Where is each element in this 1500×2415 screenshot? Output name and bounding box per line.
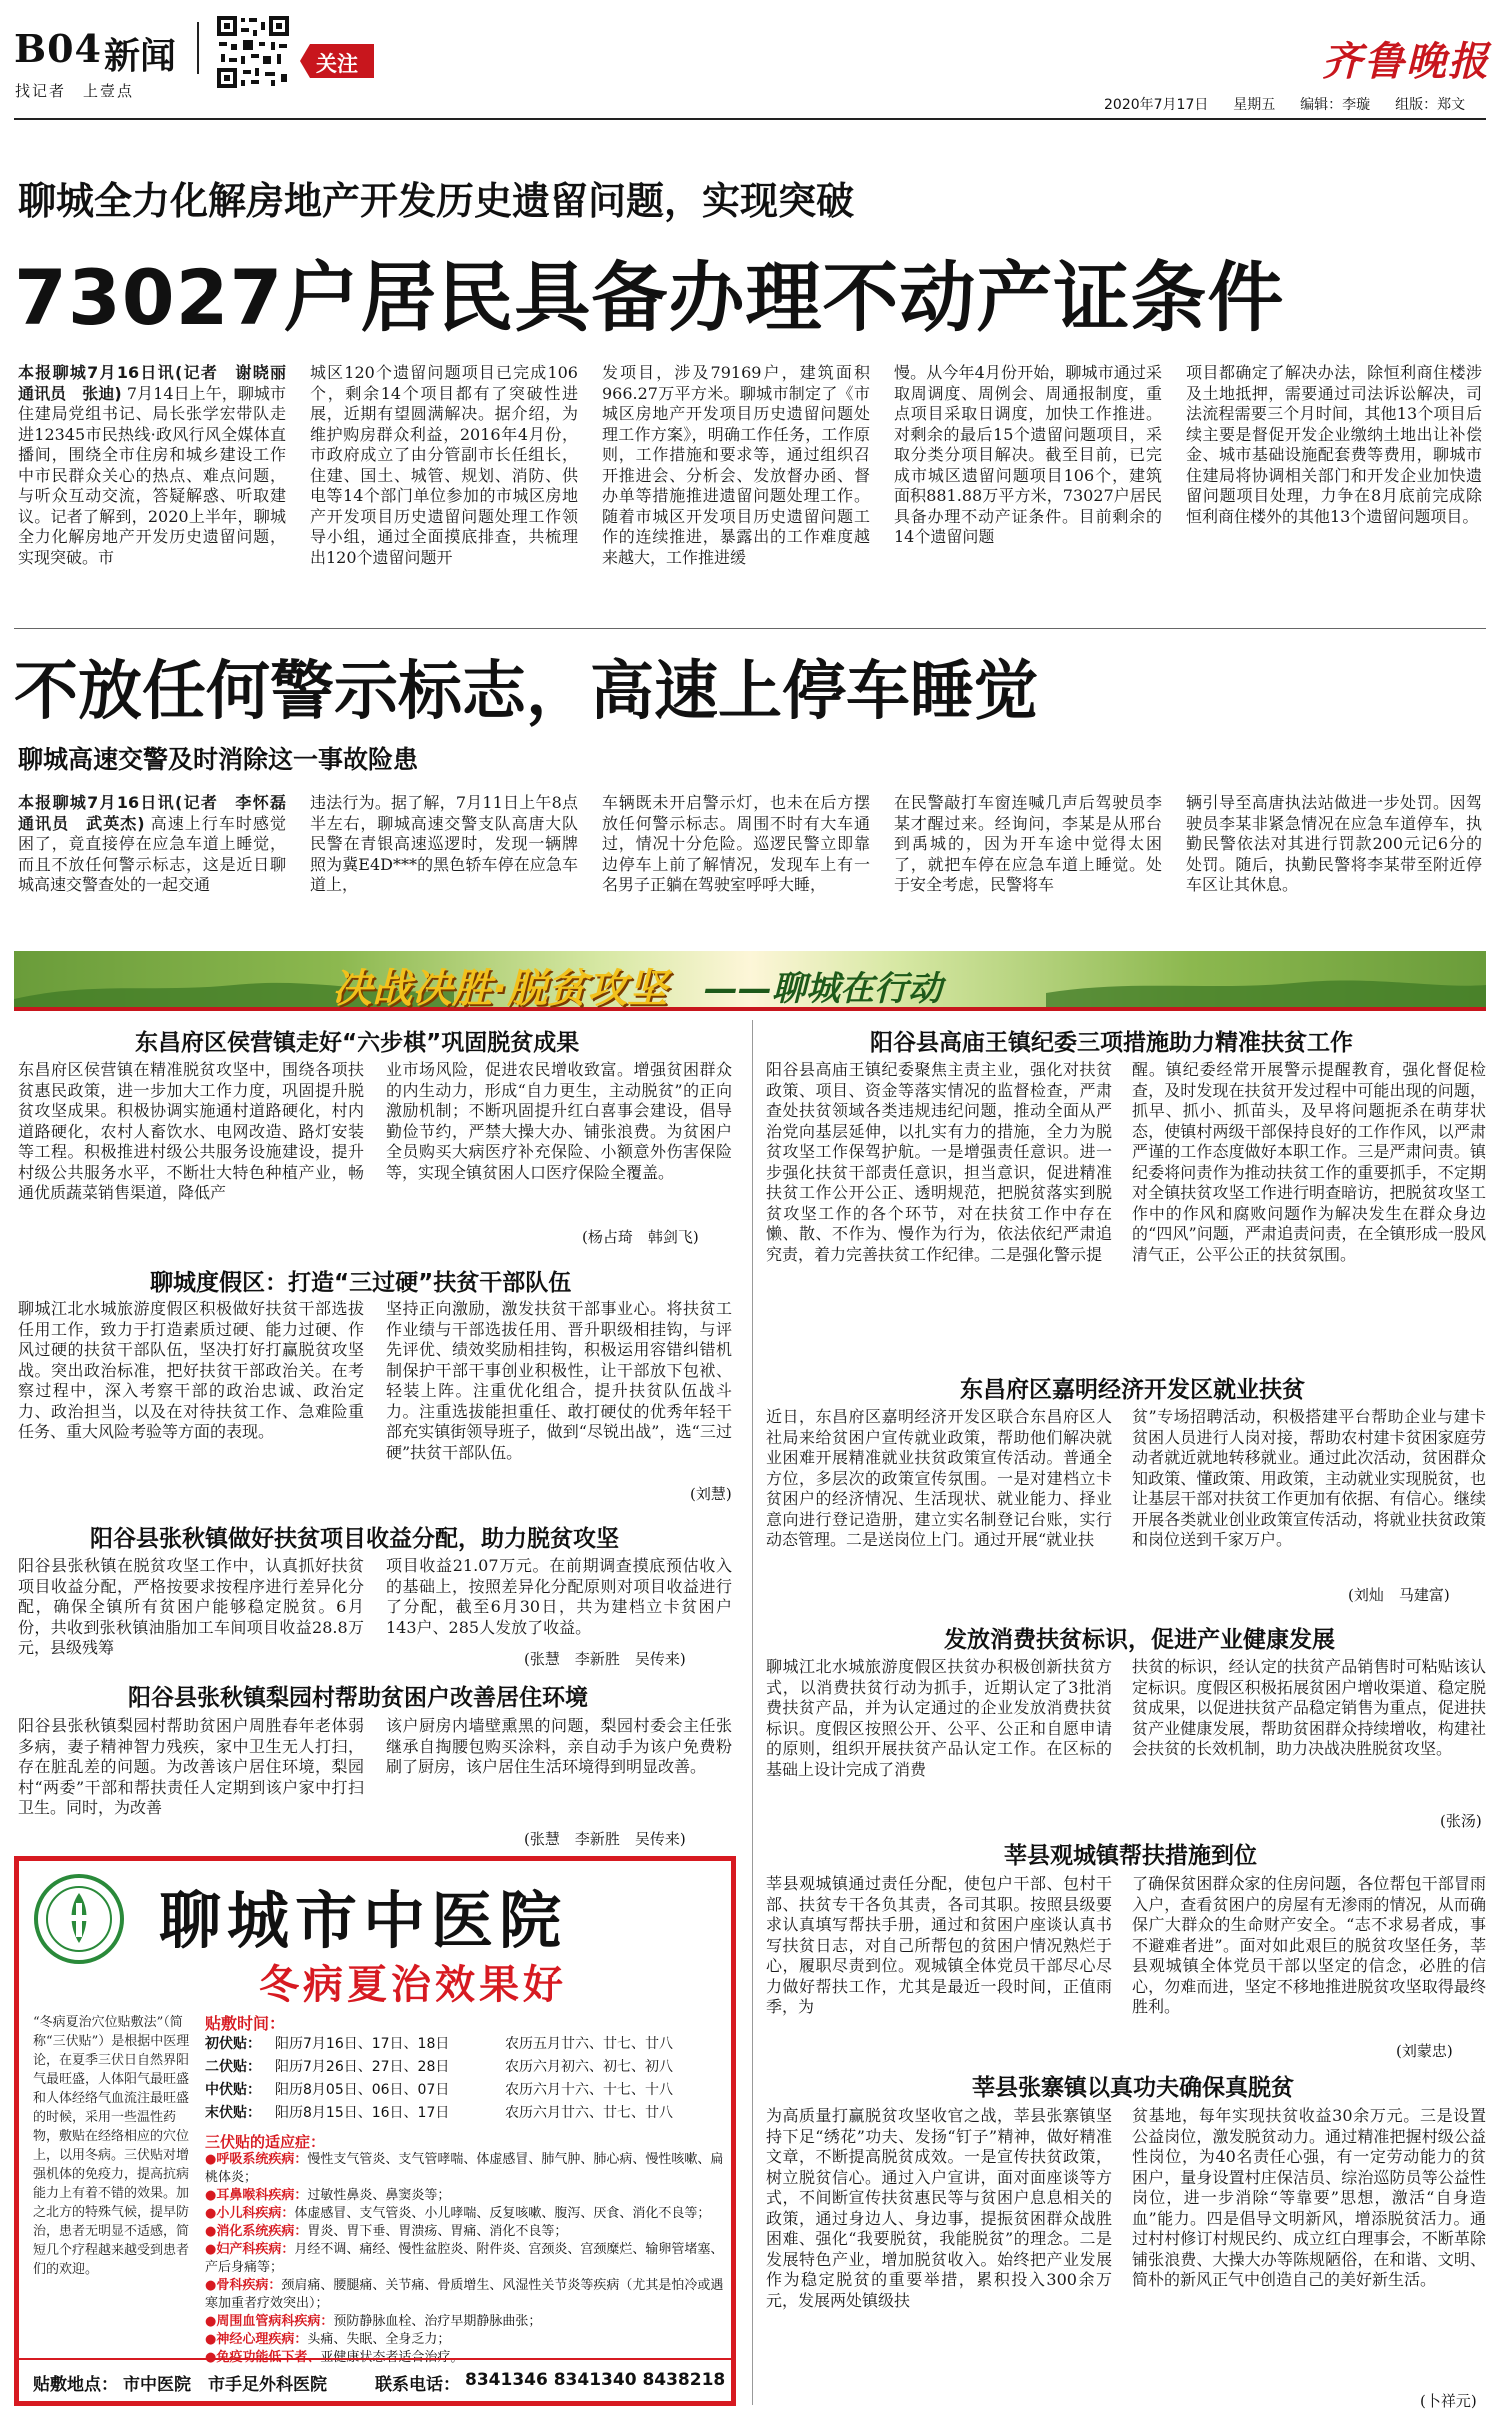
follow-badge[interactable]	[300, 44, 374, 78]
disease-list: 头痛、失眠、全身乏力；	[307, 2332, 451, 2347]
disease-list: 体虚感冒、支气管炎、小儿哮喘、反复咳嗽、腹泻、厌食、消化不良等；	[294, 2206, 711, 2221]
story1-col-2: 城区120个遗留问题项目已完成106个，剩余14个项目都有了突破性进展，近期有望圆满解决。据介绍，为维护购房群众利益，2016年4月份，市政府成立了由分管副市长任组长，住建、国土、城管、规划、消防、供电等14个部门单位参加的市城区房地产开发项目历史遗留问题处理工作领导小组，通过全面摸底排查，共梳理出120个遗留问题开	[310, 363, 578, 567]
schedule-lunar: 农历六月初六、初七、初八	[505, 2059, 673, 2075]
issue-weekday: 星期五	[1233, 97, 1276, 113]
disease-list: 月经不调、痛经、慢性盆腔炎、附件炎、宫颈炎、宫颈糜烂、输卵管堵塞、产后身痛等；	[205, 2242, 724, 2275]
story1-col-4: 慢。从今年4月份开始，聊城市通过采取周调度、周例会、周通报制度，重点项目采取日调度，加快工作推进。对剩余的最后15个遗留问题项目，采取分类分项目解决。截至目前，已完成市城区遗留问题项目106个，建筑面积881.88万平方米，73027户居民具备办理不动产证条件。目前剩余的14个遗留问题	[894, 363, 1162, 546]
left-article-1-credit: (杨占琦 韩剑飞)	[582, 1228, 699, 1246]
story1-headline: 73027户居民具备办理不动产证条件	[14, 253, 1285, 342]
banner-subtitle: ——聊城在行动	[704, 969, 942, 1009]
disease-list: 过敏性鼻炎、鼻窦炎等；	[307, 2188, 451, 2203]
schedule-lunar: 农历六月十六、十七、十八	[505, 2082, 673, 2098]
story2-col-2: 违法行为。据了解，7月11日上午8点半左右，聊城高速交警支队高唐大队民警在青银高速巡逻时，发现一辆牌照为冀E4D***的黑色轿车停在应急车道上，	[310, 793, 578, 894]
story2-lead: 本报聊城7月16日讯(记者 李怀磊 通讯员 武英杰)	[18, 793, 303, 833]
masthead-rule	[14, 118, 1486, 120]
schedule-row	[205, 2079, 723, 2102]
right-article-3-credit: (张汤)	[1440, 1812, 1482, 1830]
hospital-name: 聊城市中医院	[159, 1884, 568, 1957]
story2-headline: 不放任何警示标志，高速上停车睡觉	[14, 655, 1038, 729]
left-article-2-col-2: 坚持正向激励，激发扶贫干部事业心。将扶贫工作业绩与干部选拔任用、晋升职级相挂钩，与评先评优、绩效奖励相挂钩，积极运用容错纠错机制保护干部干事创业积极性，让干部放下包袱、轻装上阵。注重优化组合，提升扶贫队伍战斗力。注重选拔能担重任、敢打硬仗的优秀年轻干部充实镇街领导班子，做到“尽锐出战”，选“三过硬”扶贫干部队伍。	[386, 1299, 732, 1462]
follow-label: 关注	[316, 52, 358, 76]
center-divider	[752, 1020, 753, 2405]
schedule-solar: 阳历8月15日、16日、17日	[275, 2105, 450, 2121]
schedule-label: 初伏贴：	[205, 2036, 261, 2052]
disease-row	[205, 2313, 725, 2331]
story2-col-3: 车辆既未开启警示灯，也未在后方摆放任何警示标志。周围不时有大车通过，情况十分危险。巡逻民警立即靠边停车上前了解情况，发现车上有一名男子正躺在驾驶室呼呼大睡，	[602, 793, 870, 894]
story1-kicker: 聊城全力化解房地产开发历史遗留问题，实现突破	[18, 179, 855, 223]
schedule-solar: 阳历7月16日、17日、18日	[275, 2036, 450, 2052]
qr-code-icon	[215, 14, 291, 90]
address-value: 市中医院 市手足外科医院	[123, 2375, 327, 2395]
left-article-2-col-1: 聊城江北水城旅游度假区积极做好扶贫干部选拔任用工作，致力于打造素质过硬、能力过硬、作风过硬的扶贫干部队伍，坚决打好打赢脱贫攻坚战。突出政治标准，把好扶贫干部政治关。在考察过程中，深入考察干部的政治忠诚、政治定力、政治担当，以及在对待扶贫工作、急难险重任务、重大风险考验等方面的表现。	[18, 1299, 364, 1441]
issue-editor: 编辑：李璇	[1300, 97, 1371, 113]
right-article-5-title: 莘县张寨镇以真功夫确保真脱贫	[972, 2075, 1294, 2101]
right-article-3-title: 发放消费扶贫标识，促进产业健康发展	[944, 1627, 1335, 1653]
story1-bottom-rule	[14, 628, 1486, 629]
right-article-1-col-1: 阳谷县高庙王镇纪委聚焦主责主业，强化对扶贫政策、项目、资金等落实情况的监督检查，严肃查处扶贫领域各类违规违纪问题，推动全面从严治党向基层延伸，以扎实有力的措施，全力为脱贫攻坚工作保驾护航。一是增强责任意识。进一步强化扶贫干部责任意识，担当意识，促进精准扶贫工作公开公正、透明规范，把脱贫落实到脱贫攻坚工作的各个环节，对在扶贫工作中存在懒、散、不作为、慢作为行为，依法依纪严肃追究责，着力完善扶贫工作纪律。二是强化警示提	[766, 1060, 1112, 1264]
right-article-5-col-2: 贫基地，每年实现扶贫收益30余万元。三是设置公益岗位，激发脱贫动力。通过精准把握村级公益性岗位，为40名责任心强，有一定劳动能力的贫困户，量身设置村庄保洁员、综治巡防员等公益性岗位，进一步消除“等靠要”思想，激活“自身造血”能力。四是倡导文明新风，增添脱贫活力。通过村村修订村规民约、成立红白理事会，不断革除铺张浪费、大操大办等陈规陋俗，在和谐、文明、简朴的新风正气中创造自己的美好新生活。	[1132, 2106, 1486, 2289]
disease-list: 预防静脉血栓、治疗早期静脉曲张；	[333, 2314, 542, 2329]
left-article-4-title: 阳谷县张秋镇梨园村帮助贫困户改善居住环境	[128, 1685, 588, 1711]
disease-category: ●免疫功能低下者、	[205, 2350, 321, 2365]
disease-row	[205, 2205, 725, 2223]
disease-row	[205, 2223, 725, 2241]
story2-text-1: 高速上行车时感觉困了，竟直接停在应急车道上睡觉，而且不放任何警示标志，这是近日聊城高速交警查处的一起交通	[18, 813, 286, 894]
disease-list: 慢性支气管炎、支气管哮喘、体虚感冒、肺气肿、肺心病、慢性咳嗽、扁桃体炎；	[205, 2152, 724, 2185]
disease-category: ●骨科疾病：	[205, 2278, 282, 2293]
left-article-2-title: 聊城度假区：打造“三过硬”扶贫干部队伍	[150, 1270, 572, 1296]
schedule-label: 末伏贴：	[205, 2105, 261, 2121]
disease-row	[205, 2241, 725, 2277]
story1-col-5: 项目都确定了解决办法，除恒利商住楼涉及土地抵押，需要通过司法诉讼解决，司法流程需要三个月时间，其他13个项目后续主要是督促开发企业缴纳土地出让补偿金、城市基础设施配套费等费用，聊城市住建局将协调相关部门和开发企业加快遗留问题项目处理，力争在8月底前完成除恒利商住楼外的其他13个遗留问题项目。	[1186, 363, 1482, 526]
schedule-solar: 阳历8月05日、06日、07日	[275, 2082, 450, 2098]
left-article-4-col-1: 阳谷县张秋镇梨园村帮助贫困户周胜春年老体弱多病，妻子精神智力残疾，家中卫生无人打扫，存在脏乱差的问题。为改善该户居住环境，梨园村“两委”干部和帮扶责任人定期到该户家中打扫卫生。同时，为改善	[18, 1716, 364, 1817]
address-label: 贴敷地点：	[33, 2375, 118, 2395]
story2-col-5: 辆引导至高唐执法站做进一步处罚。因驾驶员李某非紧急情况在应急车道停车，执勤民警依法对其进行罚款200元记6分的处罚。随后，执勤民警将李某带至附近停车区让其休息。	[1186, 793, 1482, 894]
phone-value: 8341346 8341340 8438218	[465, 2370, 726, 2390]
story1-lead: 本报聊城7月16日讯(记者 谢晓丽 通讯员 张迪)	[18, 363, 303, 403]
disease-row	[205, 2331, 725, 2349]
right-article-3-col-1: 聊城江北水城旅游度假区扶贫办积极创新扶贫方式，以消费扶贫行动为抓手，近期认定了3批消费扶贫产品，并为认定通过的企业发放消费扶贫标识。度假区按照公开、公平、公正和自愿申请的原则，组织开展扶贫产品认定工作。在区标的基础上设计完成了消费	[766, 1657, 1112, 1779]
ad-footer	[19, 2358, 731, 2400]
right-article-2-col-1: 近日，东昌府区嘉明经济开发区联合东昌府区人社局来给贫困户宣传就业政策，帮助他们解决就业困难开展精准就业扶贫政策宣传活动。普通全方位，多层次的政策宣传氛围。一是对建档立卡贫困户的经济情况、生活现状、就业能力、择业意向进行登记造册，建立实名制登记台账，实行动态管理。二是送岗位上门。通过开展“就业扶	[766, 1407, 1112, 1549]
left-article-4-credit: (张慧 李新胜 吴传来)	[524, 1830, 686, 1848]
ad-intro: “冬病夏治穴位贴敷法”（简称“三伏贴”）是根据中医理论，在夏季三伏日自然界阳气最旺盛，人体阳气最旺盛和人体经络气血流注最旺盛的时候，采用一些温性药物，敷贴在经络相应的穴位上，以用冬病。三伏贴对增强机体的免疫力，提高抗病能力上有着不错的效果。加之北方的特殊气候，提早防治，患者无明显不适感，简短几个疗程越来越受到患者们的欢迎。	[33, 2015, 190, 2277]
story2-subhead: 聊城高速交警及时消除这一事故险患	[18, 745, 419, 774]
left-article-1-col-2: 业市场风险，促进农民增收致富。增强贫困群众的内生动力，形成“自力更生，主动脱贫”的正向激励机制；不断巩固提升红白喜事会建设，倡导勤俭节约，严禁大操大办、铺张浪费。为贫困户全员购买大病医疗补充保险、小额意外伤害保险等，实现全镇贫困人口医疗保险全覆盖。	[386, 1060, 732, 1182]
ad-diseases	[205, 2131, 725, 2367]
left-article-3-credit: (张慧 李新胜 吴传来)	[524, 1650, 686, 1668]
schedule-label: 中伏贴：	[205, 2082, 261, 2098]
right-article-5-credit: (卜祥元)	[1420, 2392, 1477, 2410]
right-article-2-title: 东昌府区嘉明经济开发区就业扶贫	[960, 1377, 1305, 1403]
story1-col-1	[18, 363, 303, 613]
disease-category: ●耳鼻喉科疾病：	[205, 2188, 308, 2203]
right-article-5-col-1: 为高质量打赢脱贫攻坚收官之战，莘县张寨镇坚持下足“绣花”功夫、发扬“钉子”精神，做好精准文章，不断提高脱贫成效。一是宣传扶贫政策，树立脱贫信心。通过入户宣讲，面对面座谈等方式，不间断宣传扶贫惠民等与贫困户息息相关的政策，通过身边人、身边事，提振贫困群众战胜困难、强化“我要脱贫，我能脱贫”的理念。二是发展特色产业，增加脱贫收入。始终把产业发展作为稳定脱贫的重要举措，累积投入300余万元，发展两处镇级扶	[766, 2106, 1112, 2310]
diseases-title: 三伏贴的适应症：	[205, 2133, 326, 2151]
schedule-solar: 阳历7月26日、27日、28日	[275, 2059, 450, 2075]
ad-schedule	[205, 2011, 723, 2125]
schedule-label: 二伏贴：	[205, 2059, 261, 2075]
right-article-2-col-2: 贫”专场招聘活动，积极搭建平台帮助企业与建卡贫困人员进行人岗对接，帮助农村建卡贫困家庭劳动者就近就地转移就业。通过此次活动，贫困群众知政策、懂政策、用政策，主动就业实现脱贫，也让基层干部对扶贫工作更加有依据、有信心。继续开展各类就业创业政策宣传活动，将就业扶贫政策和岗位送到千家万户。	[1132, 1407, 1486, 1549]
schedule-row	[205, 2033, 723, 2056]
masthead	[0, 0, 1500, 120]
phone-label: 联系电话：	[375, 2375, 460, 2395]
left-article-3-col-2: 项目收益21.07万元。在前期调查摸底预估收入的基础上，按照差异化分配原则对项目收益进行了分配，截至6月30日，共为建档立卡贫困户143户、285人发放了收益。	[386, 1556, 732, 1637]
disease-category: ●妇产科疾病：	[205, 2242, 295, 2257]
disease-list: 亚健康状态者适合治疗。	[320, 2350, 464, 2365]
disease-category: ●周围血管病科疾病：	[205, 2314, 334, 2329]
disease-category: ●消化系统疾病：	[205, 2224, 308, 2239]
right-article-4-title: 莘县观城镇帮扶措施到位	[1004, 1843, 1257, 1869]
schedule-row	[205, 2102, 723, 2125]
right-article-3-col-2: 扶贫的标识，经认定的扶贫产品销售时可粘贴该认定标识。度假区积极拓展贫困户增收渠道、稳定脱贫成果，以促进扶贫产品稳定销售为重点，促进扶贫产业健康发展，帮助贫困群众持续增收，构建社会扶贫的长效机制，助力决战决胜脱贫攻坚。	[1132, 1657, 1486, 1758]
issue-info	[1104, 94, 1465, 114]
issue-date: 2020年7月17日	[1104, 97, 1209, 113]
disease-row	[205, 2277, 725, 2313]
right-article-1-title: 阳谷县高庙王镇纪委三项措施助力精准扶贫工作	[870, 1030, 1353, 1056]
right-article-4-col-1: 莘县观城镇通过责任分配，使包户干部、包村干部、扶贫专干各负其责，各司其职。按照县级要求认真填写帮扶手册，通过和贫困户座谈认真书写扶贫日志，对自己所帮包的贫困户情况熟烂于心，履职尽责到位。观城镇全体党员干部尽心尽力做好帮扶工作，尤其是最近一段时间，正值雨季，为	[766, 1874, 1112, 2016]
disease-row	[205, 2187, 725, 2205]
disease-list: 颈肩痛、腰腿痛、关节痛、骨质增生、风湿性关节炎等疾病（尤其是怕冷或遇寒加重者疗效突出）；	[205, 2278, 724, 2311]
left-article-3-col-1: 阳谷县张秋镇在脱贫攻坚工作中，认真抓好扶贫项目收益分配，严格按要求按程序进行差异化分配，确保全镇所有贫困户能够稳定脱贫。6月份，共收到张秋镇油脂加工车间项目收益28.8万元，县级残筹	[18, 1556, 364, 1657]
schedule-row	[205, 2056, 723, 2079]
schedule-lunar: 农历五月廿六、廿七、廿八	[505, 2036, 673, 2052]
left-article-4-col-2: 该户厨房内墙壁熏黑的问题，梨园村委会主任张继承自掏腰包购买涂料，亲自动手为该户免费粉刷了厨房，该户居住生活环境得到明显改善。	[386, 1716, 732, 1776]
page-code: B04	[14, 26, 102, 71]
schedule-title: 贴敷时间：	[205, 2014, 286, 2033]
hospital-ad	[14, 1856, 736, 2406]
left-article-1-col-1: 东昌府区侯营镇在精准脱贫攻坚中，围绕各项扶贫惠民政策，进一步加大工作力度，巩固提升脱贫攻坚成果。积极协调实施通村道路硬化，村内道路硬化，农村人畜饮水、电网改造、路灯安装等工程。积极推进村级公共服务设施建设，提升村级公共服务水平，不断壮大特色种植产业，畅通优质蔬菜销售渠道，降低产	[18, 1060, 364, 1202]
schedule-lunar: 农历六月廿六、廿七、廿八	[505, 2105, 673, 2121]
disease-list: 胃炎、胃下垂、胃溃疡、胃痛、消化不良等；	[307, 2224, 568, 2239]
disease-category: ●神经心理疾病：	[205, 2332, 308, 2347]
slogan: 找记者 上壹点	[15, 82, 135, 100]
left-article-1-title: 东昌府区侯营镇走好“六步棋”巩固脱贫成果	[135, 1030, 580, 1056]
story1-text-1: 7月14日上午，聊城市住建局党组书记、局长张学宏带队走进12345市民热线·政风行风全媒体直播间，围绕全市住房和城乡建设工作中市民群众关心的热点、难点问题，与听众互动交流，答疑解惑、听取建议。记者了解到，2020上半年，聊城全力化解房地产开发历史遗留问题，实现突破。市	[18, 383, 286, 567]
right-article-1-col-2: 醒。镇纪委经常开展警示提醒教育，强化督促检查，及时发现在扶贫开发过程中可能出现的问题，抓早、抓小、抓苗头，及早将问题扼杀在萌芽状态，使镇村两级干部保持良好的工作作风，以严肃严谨的工作态度做好本职工作。三是严肃问责。镇纪委将问责作为推动扶贫工作的重要抓手，不定期对全镇扶贫攻坚工作进行明查暗访，把脱贫攻坚工作中的作风和腐败问题作为解决发生在群众身边的“四风”问题，严肃追责问责，在全镇形成一股风清气正，公平公正的扶贫氛围。	[1132, 1060, 1486, 1264]
right-article-4-credit: (刘蒙忠)	[1396, 2042, 1453, 2060]
story2-col-4: 在民警敲打车窗连喊几声后驾驶员李某才醒过来。经询问，李某是从邢台到禹城的，因为开车途中觉得太困了，就把车停在应急车道上睡觉。处于安全考虑，民警将车	[894, 793, 1162, 894]
right-article-4-col-2: 了确保贫困群众家的住房问题，各位帮包干部冒雨入户，查看贫困户的房屋有无渗雨的情况，从而确保广大群众的生命财产安全。“志不求易者成，事不避难者进”。面对如此艰巨的脱贫攻坚任务，莘县观城镇全体党员干部以坚定的信念，必胜的信心，勿难而进，坚定不移地推进脱贫攻坚取得最终胜利。	[1132, 1874, 1486, 2016]
campaign-banner	[14, 951, 1486, 1011]
hospital-slogan: 冬病夏治效果好	[259, 1962, 567, 2008]
story1-col-3: 发项目，涉及79169户，建筑面积966.27万平方米。聊城市制定了《市城区房地产开发项目历史遗留问题处理工作方案》，明确工作任务，工作原则，工作措施和要求等，通过组织召开推进会、分析会、发放督办函、督办单等措施推进遗留问题处理工作。随着市城区开发项目历史遗留问题工作的连续推进，暴露出的工作难度越来越大，工作推进缓	[602, 363, 870, 567]
issue-layout: 组版：郑文	[1395, 97, 1466, 113]
paper-name-logo: 齐鲁晚报	[1322, 38, 1490, 85]
hospital-logo-icon	[33, 1873, 125, 1965]
right-article-2-credit: (刘灿 马建富)	[1348, 1586, 1450, 1604]
masthead-divider	[197, 22, 199, 74]
disease-row	[205, 2151, 725, 2187]
story2-col-1	[18, 793, 303, 943]
banner-title: 决战决胜·脱贫攻坚	[332, 966, 668, 1012]
section-name: 新闻	[104, 36, 177, 77]
disease-category: ●小儿科疾病：	[205, 2206, 295, 2221]
left-article-3-title: 阳谷县张秋镇做好扶贫项目收益分配，助力脱贫攻坚	[90, 1526, 619, 1552]
left-article-2-credit: (刘慧)	[690, 1485, 732, 1503]
disease-category: ●呼吸系统疾病：	[205, 2152, 308, 2167]
